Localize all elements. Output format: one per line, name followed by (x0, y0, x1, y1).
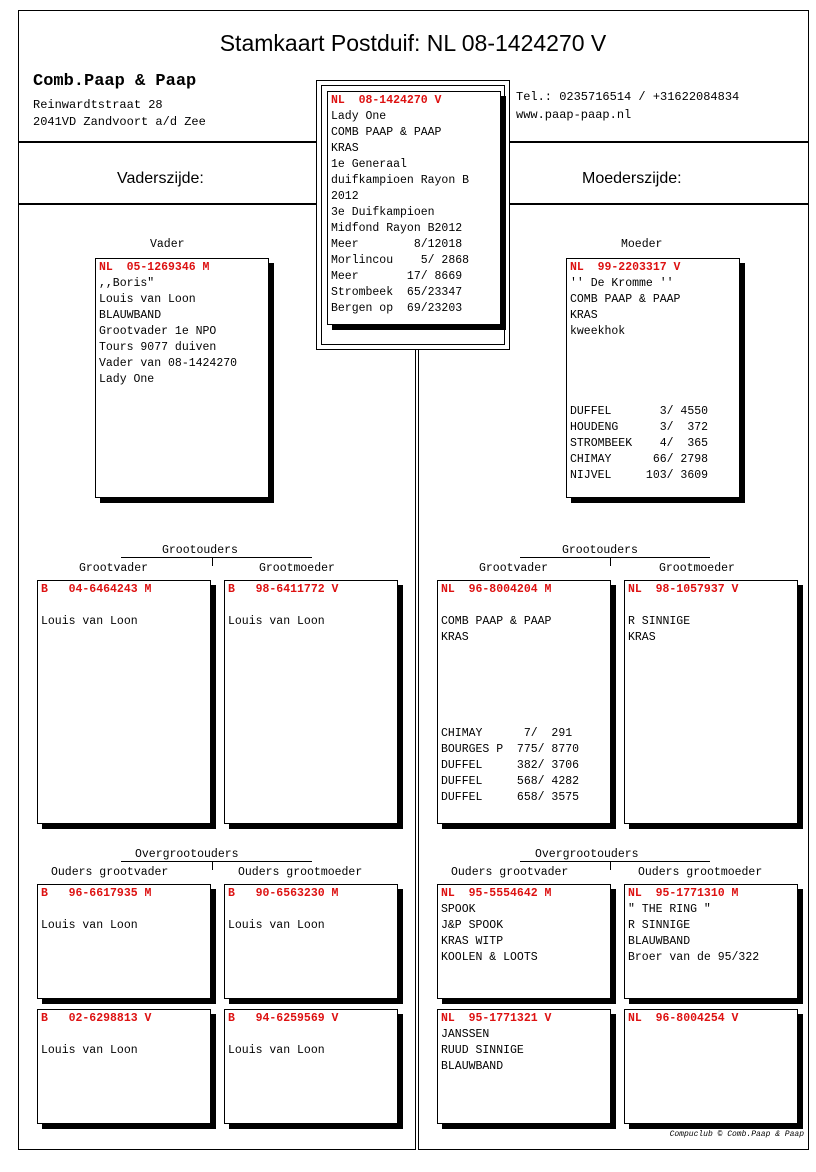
pedigree-line: COMB PAAP & PAAP (570, 293, 681, 306)
ring-number: NL 96-8004254 V (628, 1012, 739, 1025)
pedigree-line: JANSSEN (441, 1028, 490, 1041)
ring-number: B 90-6563230 M (228, 887, 339, 900)
pedigree-line: DUFFEL 3/ 4550 (570, 405, 709, 418)
pedigree-line (38, 902, 210, 918)
pedigree-line: Louis van Loon (41, 919, 138, 932)
parents-grandmother-label-father-side: Ouders grootmoeder (238, 866, 363, 879)
pedigree-line: Morlincou 5/ 2868 (331, 254, 470, 267)
pedigree-line: Lady One (331, 110, 387, 123)
ring-number: B 96-6617935 M (41, 887, 152, 900)
pedigree-line: Louis van Loon (228, 615, 325, 628)
father-grandfather-box[interactable] (37, 580, 211, 824)
pedigree-line: KRAS (331, 142, 359, 155)
page-title: Stamkaart Postduif: NL 08-1424270 V (219, 30, 607, 56)
pedigree-line: Bergen op 69/23203 (331, 302, 463, 315)
pedigree-line (38, 598, 210, 614)
pedigree-line (625, 598, 797, 614)
pedigree-line: duifkampioen Rayon B (331, 174, 470, 187)
pedigree-line: COMB PAAP & PAAP (331, 126, 442, 139)
pedigree-line: Meer 8/12018 (331, 238, 463, 251)
pedigree-line: R SINNIGE (628, 919, 691, 932)
owner-name: Comb.Paap & Paap (33, 72, 197, 91)
pedigree-line: KOOLEN & LOOTS (441, 951, 538, 964)
subject-box[interactable] (327, 91, 501, 325)
pedigree-line: CHIMAY 66/ 2798 (570, 453, 709, 466)
pedigree-line: Grootvader 1e NPO (99, 325, 217, 338)
parents-grandfather-label-mother-side: Ouders grootvader (451, 866, 569, 879)
grandmother-label-father-side: Grootmoeder (259, 562, 335, 575)
mother-label: Moeder (621, 238, 663, 251)
pedigree-line: NIJVEL 103/ 3609 (570, 469, 709, 482)
pedigree-line (225, 902, 397, 918)
pedigree-line: BLAUWBAND (441, 1060, 504, 1073)
grandparents-label-mother-side: Grootouders (562, 544, 638, 557)
pedigree-line: KRAS WITP (441, 935, 504, 948)
pedigree-line: Meer 17/ 8669 (331, 270, 463, 283)
pedigree-line: CHIMAY 7/ 291 (441, 727, 573, 740)
pedigree-line: 2012 (331, 190, 359, 203)
mother-side-label: Moederszijde: (582, 170, 682, 187)
pedigree-line: J&P SPOOK (441, 919, 504, 932)
pedigree-line (225, 1027, 397, 1043)
pedigree-line: Louis van Loon (228, 919, 325, 932)
pedigree-line: " THE RING " (628, 903, 711, 916)
ring-number: NL 98-1057937 V (628, 583, 739, 596)
owner-city: 2041VD Zandvoort a/d Zee (33, 115, 206, 129)
mother-grandmother-box[interactable] (624, 580, 798, 824)
pedigree-line: Midfond Rayon B2012 (331, 222, 463, 235)
father-gm-dam-box[interactable] (224, 1009, 398, 1124)
pedigree-line: KRAS (441, 631, 469, 644)
pedigree-line (438, 694, 610, 710)
pedigree-line: kweekhok (570, 325, 626, 338)
grandmother-label-mother-side: Grootmoeder (659, 562, 735, 575)
pedigree-line (438, 710, 610, 726)
pedigree-line: Vader van 08-1424270 (99, 357, 238, 370)
pedigree-line (567, 356, 739, 372)
ring-number: NL 95-1771310 M (628, 887, 739, 900)
pedigree-line: STROMBEEK 4/ 365 (570, 437, 709, 450)
pedigree-line: Louis van Loon (41, 1044, 138, 1057)
pedigree-line (225, 598, 397, 614)
pedigree-line (567, 388, 739, 404)
pedigree-line: '' De Kromme '' (570, 277, 674, 290)
pedigree-line: DUFFEL 382/ 3706 (441, 759, 580, 772)
father-box[interactable] (95, 258, 269, 498)
pedigree-line: DUFFEL 658/ 3575 (441, 791, 580, 804)
grandfather-label-father-side: Grootvader (79, 562, 149, 575)
parents-grandmother-label-mother-side: Ouders grootmoeder (638, 866, 763, 879)
pedigree-line: Louis van Loon (228, 1044, 325, 1057)
contact-website[interactable]: www.paap-paap.nl (516, 108, 632, 122)
pedigree-line (38, 1027, 210, 1043)
mother-gm-sire-box[interactable] (624, 884, 798, 999)
father-grandmother-box[interactable] (224, 580, 398, 824)
pedigree-line (438, 646, 610, 662)
pedigree-line: SPOOK (441, 903, 476, 916)
mother-gf-sire-box[interactable] (437, 884, 611, 999)
ring-number: B 02-6298813 V (41, 1012, 152, 1025)
pedigree-line: DUFFEL 568/ 4282 (441, 775, 580, 788)
pedigree-line (438, 678, 610, 694)
pedigree-line: ,,Boris" (99, 277, 155, 290)
contact-phone: Tel.: 0235716514 / +31622084834 (516, 90, 740, 104)
pedigree-line: Louis van Loon (41, 615, 138, 628)
pedigree-line: KRAS (570, 309, 598, 322)
pedigree-line (438, 662, 610, 678)
pedigree-line: 3e Duifkampioen (331, 206, 435, 219)
ring-number: NL 95-5554642 M (441, 887, 552, 900)
pedigree-line: Lady One (99, 373, 155, 386)
ring-number: NL 96-8004204 M (441, 583, 552, 596)
pedigree-line: COMB PAAP & PAAP (441, 615, 552, 628)
pedigree-line: Strombeek 65/23347 (331, 286, 463, 299)
father-label: Vader (150, 238, 185, 251)
ring-number: B 98-6411772 V (228, 583, 339, 596)
owner-street: Reinwardtstraat 28 (33, 98, 163, 112)
mother-grandfather-box[interactable] (437, 580, 611, 824)
pedigree-line: RUUD SINNIGE (441, 1044, 524, 1057)
mother-gm-dam-box[interactable] (624, 1009, 798, 1124)
father-side-label: Vaderszijde: (117, 170, 204, 187)
pedigree-line: BOURGES P 775/ 8770 (441, 743, 580, 756)
pedigree-line: BLAUWBAND (628, 935, 691, 948)
grandparents-label-father-side: Grootouders (162, 544, 238, 557)
pedigree-line: 1e Generaal (331, 158, 407, 171)
ring-number: NL 05-1269346 M (99, 261, 210, 274)
ring-number: NL 95-1771321 V (441, 1012, 552, 1025)
pedigree-line: HOUDENG 3/ 372 (570, 421, 709, 434)
ring-number: NL 08-1424270 V (331, 94, 442, 107)
parents-grandfather-label-father-side: Ouders grootvader (51, 866, 169, 879)
pedigree-line: Broer van de 95/322 (628, 951, 760, 964)
pedigree-line: Tours 9077 duiven (99, 341, 217, 354)
pedigree-line: Louis van Loon (99, 293, 196, 306)
ring-number: NL 99-2203317 V (570, 261, 681, 274)
father-gm-sire-box[interactable] (224, 884, 398, 999)
father-gf-sire-box[interactable] (37, 884, 211, 999)
pedigree-line: BLAUWBAND (99, 309, 162, 322)
footer-credit: Compuclub © Comb.Paap & Paap (669, 1130, 804, 1139)
mother-box[interactable] (566, 258, 740, 498)
greatgrandparents-label-father-side: Overgrootouders (135, 848, 239, 861)
ring-number: B 04-6464243 M (41, 583, 152, 596)
father-gf-dam-box[interactable] (37, 1009, 211, 1124)
greatgrandparents-label-mother-side: Overgrootouders (535, 848, 639, 861)
pedigree-line: R SINNIGE (628, 615, 691, 628)
pedigree-line (567, 372, 739, 388)
ring-number: B 94-6259569 V (228, 1012, 339, 1025)
pedigree-line: KRAS (628, 631, 656, 644)
pedigree-line (438, 598, 610, 614)
pedigree-line (567, 340, 739, 356)
mother-gf-dam-box[interactable] (437, 1009, 611, 1124)
grandfather-label-mother-side: Grootvader (479, 562, 549, 575)
